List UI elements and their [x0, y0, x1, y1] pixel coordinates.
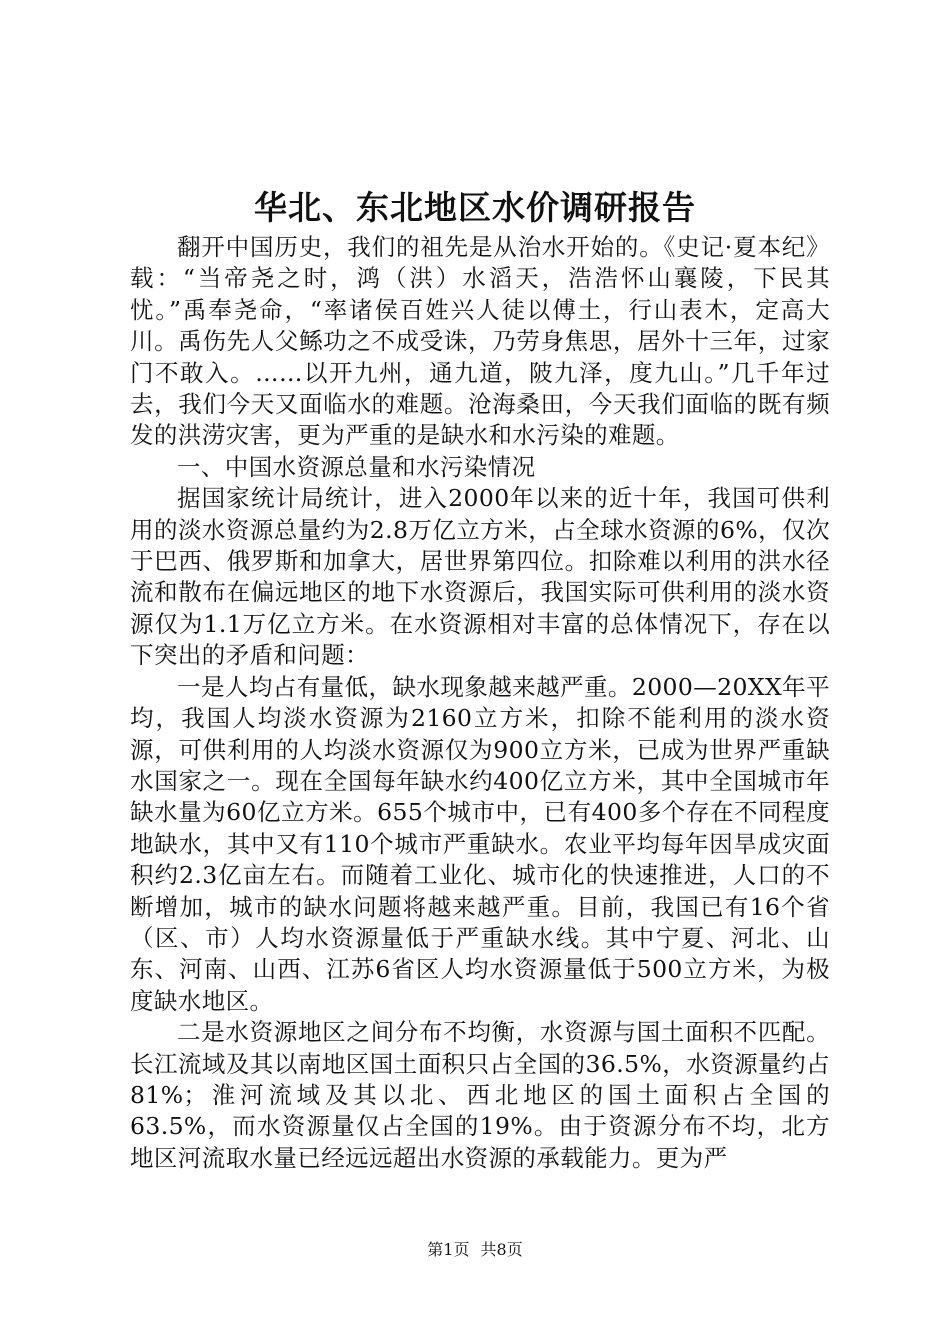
document-body — [130, 232, 830, 1174]
paragraph-intro: 翻开中国历史，我们的祖先是从治水开始的。《史记·夏本纪》载：“当帝尧之时，鸿（洪）水滔天，浩浩怀山襄陵，下民其忧。”禹奉尧命，“率诸侯百姓兴人徒以傅土，行山表木，定高大川。禹伤先人父鲧功之不成受诛，乃劳身焦思，居外十三年，过家门不敢入。……以开九州，通九道，陂九泽，度九山。”几千年过去，我们今天又面临水的难题。沧海桑田，今天我们面临的既有频发的洪涝灾害，更为严重的是缺水和水污染的难题。 — [130, 233, 830, 450]
section-heading: 一、中国水资源总量和水污染情况 — [177, 452, 536, 481]
page-total: 共8页 — [480, 1240, 523, 1259]
paragraph-distribution: 二是水资源地区之间分布不均衡，水资源与国土面积不匹配。长江流域及其以南地区国土面积只占全国的36.5%，水资源量约占81%；淮河流域及其以北、西北地区的国土面积占全国的63.5%，而水资源量仅占全国的19%。由于资源分布不均，北方地区河流取水量已经远远超出水资源的承载能力。更为严 — [130, 1018, 830, 1172]
page-footer — [0, 1238, 950, 1262]
paragraph-per-capita: 一是人均占有量低，缺水现象越来越严重。2000—20XX年平均，我国人均淡水资源为2160立方米，扣除不能利用的淡水资源，可供利用的人均淡水资源仅为900立方米，已成为世界严重缺水国家之一。现在全国每年缺水约400亿立方米，其中全国城市年缺水量为60亿立方米。655个城市中，已有400多个存在不同程度地缺水，其中又有110个城市严重缺水。农业平均每年因旱成灾面积约2.3亿亩左右。而随着工业化、城市化的快速推进，人口的不断增加，城市的缺水问题将越来越严重。目前，我国已有16个省（区、市）人均水资源量低于严重缺水线。其中宁夏、河北、山东、河南、山西、江苏6省区人均水资源量低于500立方米，为极度缺水地区。 — [130, 672, 830, 1015]
paragraph-statistics: 据国家统计局统计，进入2000年以来的近十年，我国可供利用的淡水资源总量约为2.8万亿立方米，占全球水资源的6%，仅次于巴西、俄罗斯和加拿大，居世界第四位。扣除难以利用的洪水径流和散布在偏远地区的地下水资源后，我国实际可供利用的淡水资源仅为1.1万亿立方米。在水资源相对丰富的总体情况下，存在以下突出的矛盾和问题： — [130, 484, 830, 670]
document-title: 华北、东北地区水价调研报告 — [254, 188, 696, 227]
page-number: 第1页 — [427, 1240, 470, 1259]
